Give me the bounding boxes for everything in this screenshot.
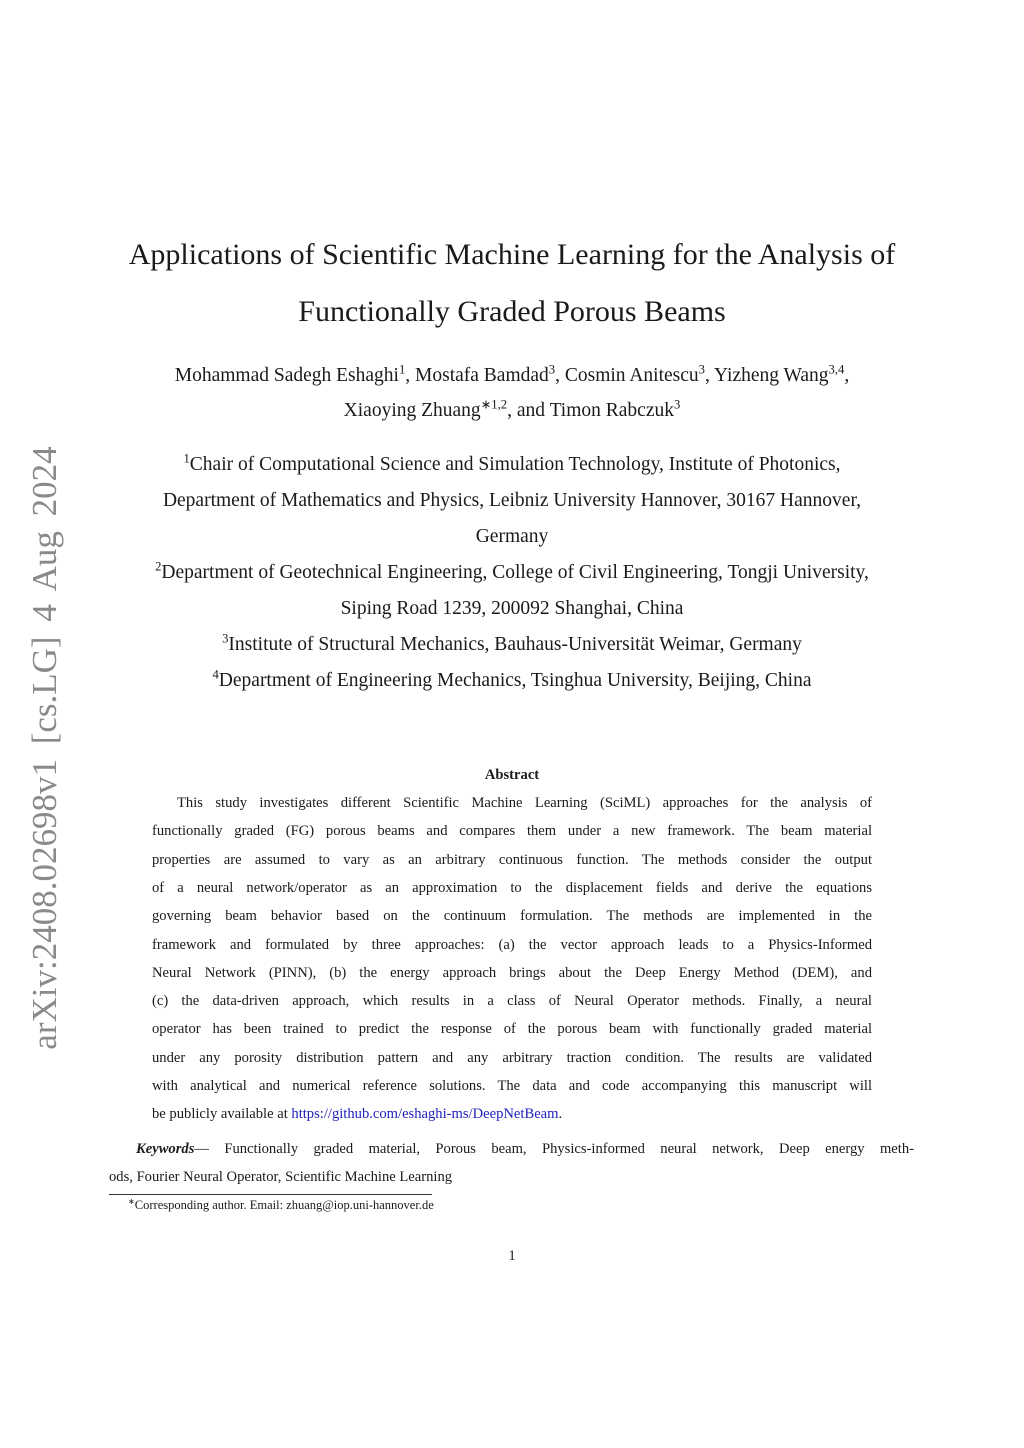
abstract-line: framework and formulated by three approaches: (a) the vector approach leads to a Physics-Informed	[152, 936, 872, 953]
author-name: Xiaoying Zhuang	[343, 400, 481, 421]
arxiv-identifier-stamp: arXiv:2408.02698v1 [cs.LG] 4 Aug 2024	[25, 446, 64, 1050]
abstract-text: be publicly available at	[152, 1106, 292, 1123]
affiliation-text: Institute of Structural Mechanics, Bauhaus-Universität Weimar, Germany	[228, 634, 802, 655]
affiliation-text: Siping Road 1239, 200092 Shanghai, China	[340, 598, 684, 619]
keywords-dash: —	[194, 1141, 225, 1157]
abstract-line: functionally graded (FG) porous beams and compares them under a new framework. The beam material	[152, 823, 872, 840]
author-separator: , and	[507, 400, 550, 421]
affiliation-line	[0, 451, 1024, 476]
affiliation-line	[0, 598, 1024, 620]
affiliation-number: 3	[222, 631, 229, 646]
affiliation-number: 2	[155, 559, 162, 574]
author-list-line-1	[0, 362, 1024, 387]
author-affiliation-mark: 1	[398, 362, 406, 377]
affiliation-text: Department of Mathematics and Physics, Leibniz University Hannover, 30167 Hannover,	[162, 490, 862, 511]
abstract-heading: Abstract	[484, 767, 540, 783]
footnote-corresponding-author	[128, 1198, 434, 1213]
author-affiliation-mark: 3	[698, 362, 705, 377]
author-name: Cosmin Anitescu	[564, 365, 699, 386]
author-list-line-2	[0, 397, 1024, 422]
affiliation-text: Germany	[475, 526, 549, 547]
abstract-line: with analytical and numerical reference solutions. The data and code accompanying this manuscript will	[152, 1078, 872, 1094]
abstract-line: (c) the data-driven approach, which results in a class of Neural Operator methods. Finally, a neural	[152, 993, 872, 1010]
paper-title-line-2: Functionally Graded Porous Beams	[298, 295, 726, 328]
code-repository-link[interactable]: https://github.com/eshaghi-ms/DeepNetBeam	[291, 1106, 559, 1123]
affiliation-line	[0, 667, 1024, 692]
keywords-line-2: ods, Fourier Neural Operator, Scientific Machine Learning	[109, 1169, 453, 1185]
footnote-mark: ∗	[128, 1196, 135, 1206]
author-name: Timon Rabczuk	[549, 400, 674, 421]
affiliation-number: 1	[183, 451, 190, 466]
author-name: Yizheng Wang	[714, 365, 829, 386]
keywords-line-1	[109, 1141, 914, 1158]
author-separator: ,	[705, 365, 715, 386]
abstract-line: operator has been trained to predict the response of the porous beam with functionally graded material	[152, 1021, 872, 1038]
affiliation-text: Department of Geotechnical Engineering, College of Civil Engineering, Tongji University,	[161, 562, 869, 583]
author-separator: ,	[555, 365, 565, 386]
abstract-line: governing beam behavior based on the continuum formulation. The methods are implemented in the	[152, 908, 872, 925]
affiliation-line	[0, 559, 1024, 584]
affiliation-number: 4	[212, 667, 219, 682]
author-name: Mohammad Sadegh Eshaghi	[174, 365, 399, 386]
affiliation-line	[0, 526, 1024, 548]
abstract-line: properties are assumed to vary as an arbitrary continuous function. The methods consider the output	[152, 851, 872, 868]
abstract-line: under any porosity distribution pattern and any arbitrary traction condition. The results are validated	[152, 1049, 872, 1066]
footnote-rule	[109, 1194, 432, 1195]
paper-title-line-1: Applications of Scientific Machine Learning for the Analysis of	[128, 238, 896, 271]
abstract-line: of a neural network/operator as an approximation to the displacement fields and derive the equations	[152, 879, 872, 896]
author-separator: ,	[844, 365, 850, 386]
author-separator: ,	[405, 365, 416, 386]
author-affiliation-mark: 3	[673, 397, 681, 412]
affiliation-line	[0, 631, 1024, 656]
abstract-line: Neural Network (PINN), (b) the energy approach brings about the Deep Energy Method (DEM), and	[152, 964, 872, 981]
affiliation-text: Chair of Computational Science and Simulation Technology, Institute of Photonics,	[189, 454, 841, 475]
page-number: 1	[508, 1248, 516, 1264]
abstract-line	[152, 1106, 872, 1123]
affiliation-line	[0, 490, 1024, 512]
keywords-text-1: Functionally graded material, Porous beam, Physics-informed neural network, Deep energy meth-	[224, 1141, 914, 1157]
author-name: Mostafa Bamdad	[415, 365, 549, 386]
abstract-line: This study investigates different Scientific Machine Learning (SciML) approaches for the analysis of	[177, 795, 872, 811]
abstract-text: .	[558, 1106, 563, 1123]
footnote-text: Corresponding author. Email: zhuang@iop.uni-hannover.de	[134, 1198, 434, 1212]
affiliation-text: Department of Engineering Mechanics, Tsinghua University, Beijing, China	[218, 670, 812, 691]
author-affiliation-mark: 3	[548, 362, 556, 377]
author-affiliation-mark: 3,4	[828, 362, 845, 377]
author-affiliation-mark: ∗1,2	[480, 397, 508, 412]
keywords-label: Keywords	[136, 1141, 195, 1157]
